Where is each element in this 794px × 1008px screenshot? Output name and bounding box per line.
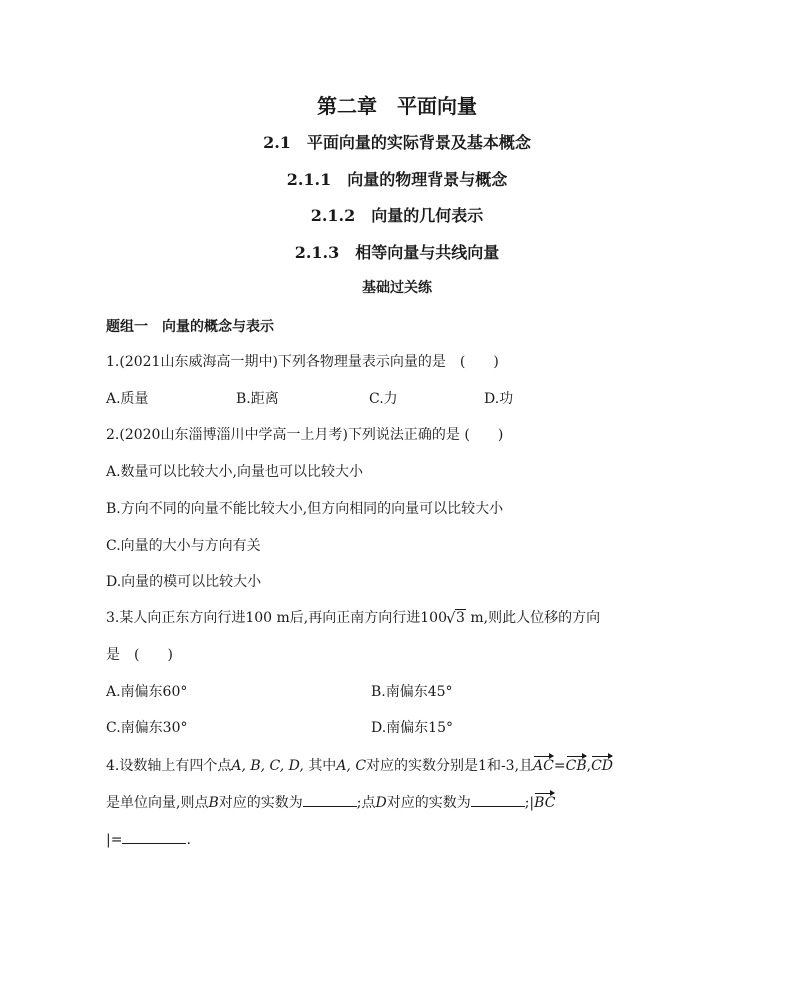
- q4-text-3a: |=: [106, 832, 123, 848]
- exercise-heading: 基础过关练: [362, 280, 432, 296]
- answer-blank-d[interactable]: [471, 792, 525, 807]
- question-3-stem-line2: 是 ( ): [106, 647, 173, 663]
- q4-point-b: B: [208, 795, 219, 811]
- q1-option-d: D.功: [484, 391, 514, 407]
- section-title-2-1-2: 2.1.2 向量的几何表示: [310, 206, 484, 225]
- answer-blank-b[interactable]: [303, 792, 357, 807]
- q4-text-2a: 是单位向量,则点: [106, 795, 209, 811]
- q4-text-1a: 4.设数轴上有四个点: [106, 758, 232, 774]
- q4-points: A, B, C, D,: [231, 758, 304, 774]
- q4-point-d: D: [375, 795, 387, 811]
- q4-text-1b: 其中: [308, 758, 337, 774]
- q4-equals: =: [553, 758, 566, 774]
- question-4-line3: [106, 829, 191, 848]
- q4-text-2e: ;|: [524, 795, 535, 811]
- q1-option-c: C.力: [369, 391, 398, 407]
- vector-ac: AC: [533, 758, 554, 774]
- q3-option-c: C.南偏东30°: [106, 720, 188, 736]
- q4-text-1c: 对应的实数分别是1和-3,且: [366, 758, 534, 774]
- question-4-line1: [106, 755, 613, 775]
- sqrt-radicand: 3: [455, 610, 465, 626]
- q2-option-d: D.向量的模可以比较大小: [106, 574, 262, 590]
- vector-cb: CB: [565, 758, 587, 774]
- q3-option-d: D.南偏东15°: [371, 720, 453, 736]
- question-4-line2: [106, 792, 555, 812]
- q4-comma: ,: [586, 758, 592, 774]
- q1-option-a: A.质量: [106, 391, 149, 407]
- q4-text-2d: 对应的实数为: [386, 795, 471, 811]
- q3-stem-part2: m,则此人位移的方向: [465, 610, 601, 626]
- chapter-title: 第二章 平面向量: [317, 94, 477, 118]
- answer-blank-bc[interactable]: [122, 829, 186, 844]
- q4-ac-points: A, C: [336, 758, 367, 774]
- q4-text-3end: .: [186, 832, 191, 848]
- group-heading: 题组一 向量的概念与表示: [106, 319, 274, 335]
- q3-option-b: B.南偏东45°: [371, 684, 453, 700]
- q2-option-b: B.方向不同的向量不能比较大小,但方向相同的向量可以比较大小: [106, 501, 504, 517]
- question-2-stem: 2.(2020山东淄博淄川中学高一上月考)下列说法正确的是 ( ): [106, 427, 504, 443]
- vector-cd: CD: [591, 758, 613, 774]
- q3-stem-part1: 3.某人向正东方向行进100 m后,再向正南方向行进100: [106, 610, 447, 626]
- vector-bc: BC: [534, 795, 556, 811]
- q3-option-a: A.南偏东60°: [106, 684, 188, 700]
- section-title-2-1-1: 2.1.1 向量的物理背景与概念: [286, 170, 508, 189]
- q1-option-b: B.距离: [236, 391, 279, 407]
- section-title-2-1: 2.1 平面向量的实际背景及基本概念: [263, 133, 531, 152]
- sqrt-symbol: [447, 610, 466, 626]
- question-3-stem: [106, 607, 600, 627]
- q4-text-2b: 对应的实数为: [218, 795, 303, 811]
- q2-option-a: A.数量可以比较大小,向量也可以比较大小: [106, 464, 364, 480]
- section-title-2-1-3: 2.1.3 相等向量与共线向量: [294, 243, 500, 262]
- q4-text-2c: ;点: [356, 795, 376, 811]
- question-1-stem: 1.(2021山东威海高一期中)下列各物理量表示向量的是 ( ): [106, 354, 499, 370]
- q2-option-c: C.向量的大小与方向有关: [106, 538, 261, 554]
